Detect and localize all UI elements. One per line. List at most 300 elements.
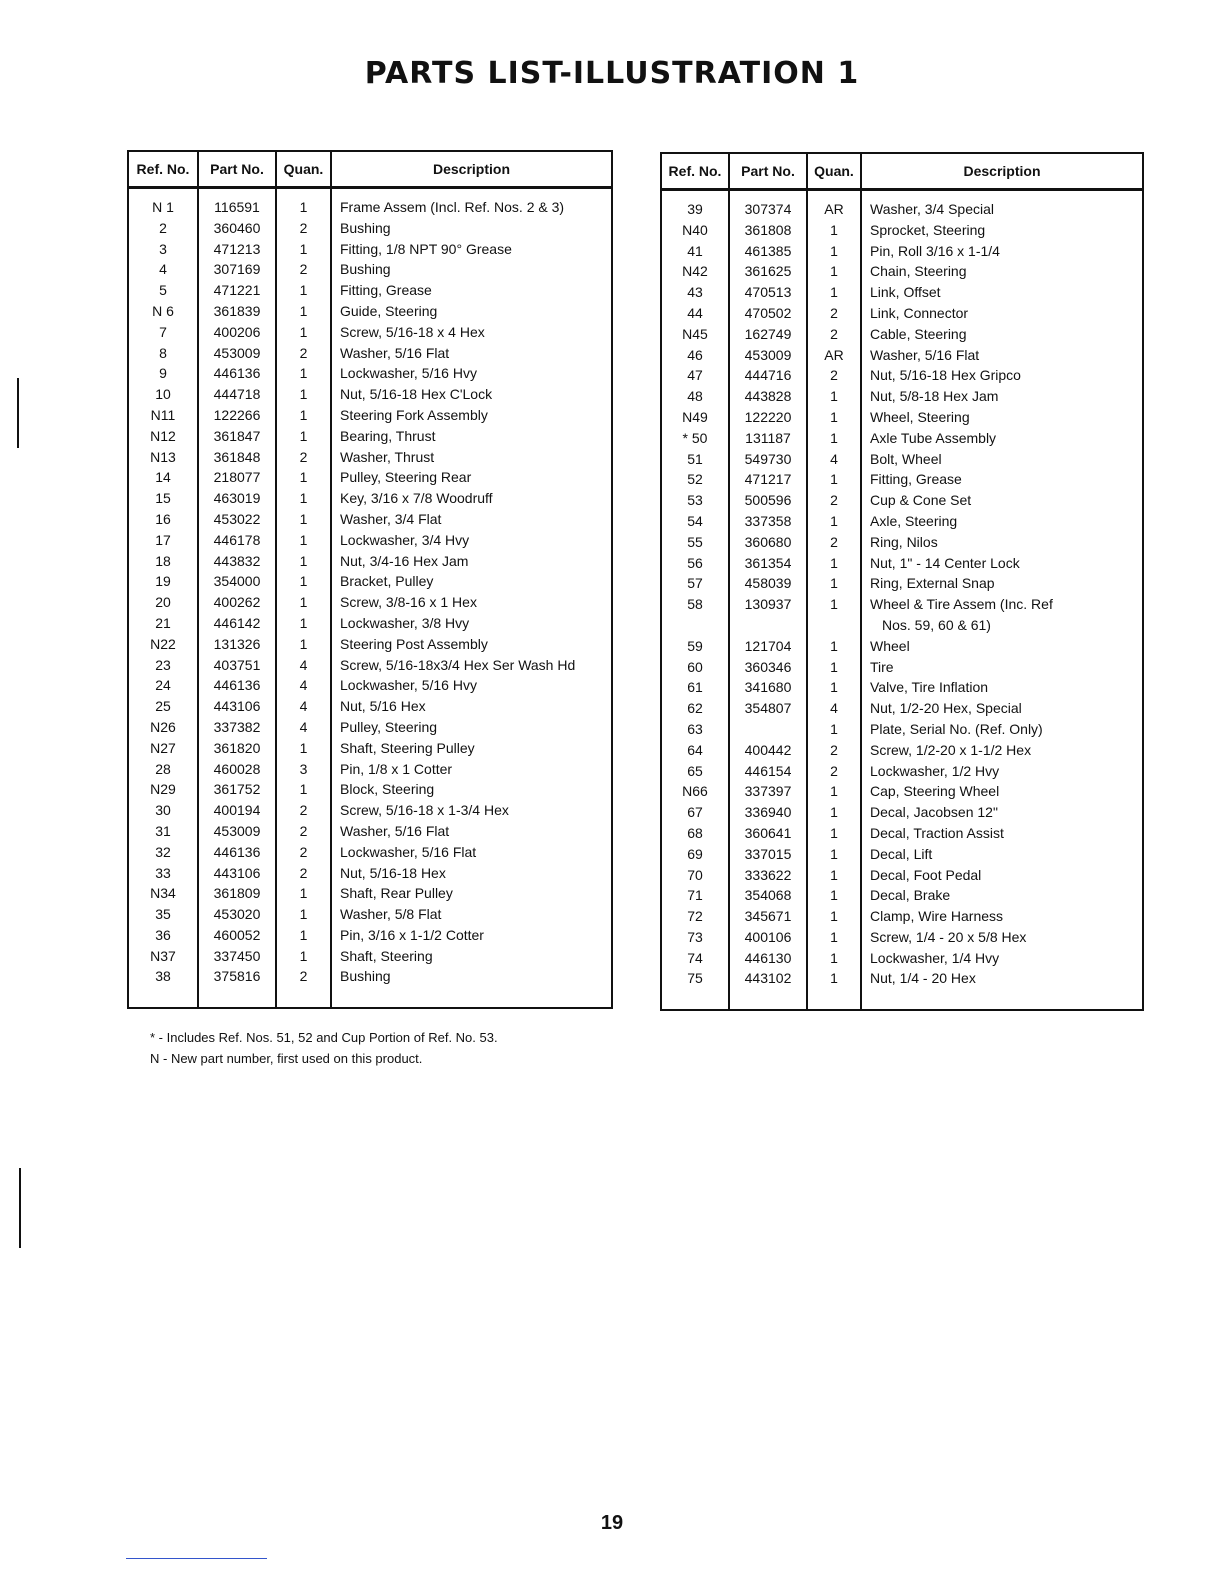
quantity: 1 bbox=[276, 384, 331, 405]
quantity: 2 bbox=[276, 218, 331, 239]
description: Shaft, Steering bbox=[331, 946, 612, 967]
table-row bbox=[661, 823, 1143, 844]
footer-rule bbox=[126, 1558, 267, 1559]
table-row bbox=[128, 696, 612, 717]
table-row bbox=[661, 345, 1143, 366]
quantity: 2 bbox=[276, 447, 331, 468]
table-row bbox=[661, 449, 1143, 470]
part-no: 446130 bbox=[729, 948, 807, 969]
col-header-description: Description bbox=[331, 151, 612, 188]
part-no: 333622 bbox=[729, 865, 807, 886]
quantity: 1 bbox=[807, 407, 861, 428]
parts-table-right bbox=[660, 152, 1144, 1011]
part-no: 336940 bbox=[729, 802, 807, 823]
part-no: 446142 bbox=[198, 613, 276, 634]
description: Pin, 1/8 x 1 Cotter bbox=[331, 759, 612, 780]
quantity: 2 bbox=[807, 490, 861, 511]
quantity: 1 bbox=[276, 779, 331, 800]
table-row bbox=[128, 883, 612, 904]
quantity: 2 bbox=[807, 303, 861, 324]
quantity: 2 bbox=[276, 821, 331, 842]
part-no: 443106 bbox=[198, 863, 276, 884]
table-row bbox=[661, 719, 1143, 740]
quantity: 1 bbox=[807, 948, 861, 969]
table-row bbox=[128, 717, 612, 738]
description: Wheel & Tire Assem (Inc. Ref bbox=[861, 594, 1143, 615]
quantity: 1 bbox=[276, 613, 331, 634]
table-row bbox=[128, 675, 612, 696]
table-row bbox=[128, 426, 612, 447]
part-no: 121704 bbox=[729, 636, 807, 657]
part-no: 361808 bbox=[729, 220, 807, 241]
table-row bbox=[128, 592, 612, 613]
part-no: 471217 bbox=[729, 469, 807, 490]
description: Nut, 5/16-18 Hex C'Lock bbox=[331, 384, 612, 405]
description: Axle Tube Assembly bbox=[861, 428, 1143, 449]
ref-no: 19 bbox=[128, 571, 198, 592]
quantity: 1 bbox=[276, 488, 331, 509]
part-no: 337358 bbox=[729, 511, 807, 532]
part-no: 400442 bbox=[729, 740, 807, 761]
ref-no: 2 bbox=[128, 218, 198, 239]
ref-no: 62 bbox=[661, 698, 729, 719]
description: Lockwasher, 5/16 Flat bbox=[331, 842, 612, 863]
quantity: 2 bbox=[276, 863, 331, 884]
table-row bbox=[661, 844, 1143, 865]
ref-no: 21 bbox=[128, 613, 198, 634]
table-row bbox=[661, 594, 1143, 615]
table-row bbox=[661, 220, 1143, 241]
part-no: 337382 bbox=[198, 717, 276, 738]
description: Decal, Brake bbox=[861, 885, 1143, 906]
ref-no: 25 bbox=[128, 696, 198, 717]
part-no: 131326 bbox=[198, 634, 276, 655]
description: Nos. 59, 60 & 61) bbox=[861, 615, 1143, 636]
table-row bbox=[128, 530, 612, 551]
quantity: 4 bbox=[276, 675, 331, 696]
table-row bbox=[128, 322, 612, 343]
description: Lockwasher, 3/4 Hvy bbox=[331, 530, 612, 551]
ref-no: 48 bbox=[661, 386, 729, 407]
table-spacer-row bbox=[128, 188, 612, 198]
table-row bbox=[661, 802, 1143, 823]
quantity: 1 bbox=[276, 363, 331, 384]
ref-no: N66 bbox=[661, 781, 729, 802]
page-number: 19 bbox=[600, 1512, 624, 1534]
quantity: 1 bbox=[276, 634, 331, 655]
ref-no: 10 bbox=[128, 384, 198, 405]
table-row bbox=[661, 968, 1143, 989]
part-no: 446136 bbox=[198, 842, 276, 863]
description: Screw, 1/4 - 20 x 5/8 Hex bbox=[861, 927, 1143, 948]
description: Nut, 3/4-16 Hex Jam bbox=[331, 551, 612, 572]
table-spacer-row bbox=[661, 190, 1143, 200]
table-row bbox=[661, 948, 1143, 969]
part-no: 361752 bbox=[198, 779, 276, 800]
table-row bbox=[128, 634, 612, 655]
description: Fitting, 1/8 NPT 90° Grease bbox=[331, 239, 612, 260]
table-row bbox=[661, 428, 1143, 449]
table-row bbox=[128, 571, 612, 592]
quantity: 1 bbox=[807, 386, 861, 407]
quantity: 2 bbox=[807, 324, 861, 345]
quantity: 2 bbox=[276, 966, 331, 987]
part-no: 443828 bbox=[729, 386, 807, 407]
part-no: 337397 bbox=[729, 781, 807, 802]
part-no: 403751 bbox=[198, 655, 276, 676]
quantity: 1 bbox=[807, 968, 861, 989]
part-no: 460028 bbox=[198, 759, 276, 780]
table-row bbox=[661, 407, 1143, 428]
table-row bbox=[661, 324, 1143, 345]
part-no: 470513 bbox=[729, 282, 807, 303]
quantity: 3 bbox=[276, 759, 331, 780]
part-no: 463019 bbox=[198, 488, 276, 509]
description: Decal, Foot Pedal bbox=[861, 865, 1143, 886]
description: Wheel bbox=[861, 636, 1143, 657]
table-row bbox=[128, 447, 612, 468]
description: Washer, Thrust bbox=[331, 447, 612, 468]
part-no: 337015 bbox=[729, 844, 807, 865]
footnote-asterisk: * - Includes Ref. Nos. 51, 52 and Cup Portion of Ref. No. 53. bbox=[150, 1030, 498, 1045]
part-no: 453009 bbox=[198, 343, 276, 364]
table-row bbox=[128, 779, 612, 800]
part-no: 400262 bbox=[198, 592, 276, 613]
description: Washer, 5/16 Flat bbox=[861, 345, 1143, 366]
ref-no: 24 bbox=[128, 675, 198, 696]
quantity: 1 bbox=[807, 241, 861, 262]
part-no: 162749 bbox=[729, 324, 807, 345]
description: Pin, Roll 3/16 x 1-1/4 bbox=[861, 241, 1143, 262]
table-row bbox=[661, 386, 1143, 407]
description: Screw, 5/16-18 x 4 Hex bbox=[331, 322, 612, 343]
part-no: 470502 bbox=[729, 303, 807, 324]
quantity: 1 bbox=[807, 677, 861, 698]
description: Plate, Serial No. (Ref. Only) bbox=[861, 719, 1143, 740]
ref-no: 68 bbox=[661, 823, 729, 844]
ref-no: 23 bbox=[128, 655, 198, 676]
part-no: 453009 bbox=[198, 821, 276, 842]
quantity: 1 bbox=[807, 469, 861, 490]
description: Tire bbox=[861, 657, 1143, 678]
page-title: PARTS LIST-ILLUSTRATION 1 bbox=[364, 56, 860, 91]
quantity: 1 bbox=[807, 553, 861, 574]
part-no: 443102 bbox=[729, 968, 807, 989]
description: Lockwasher, 1/4 Hvy bbox=[861, 948, 1143, 969]
table-row bbox=[128, 405, 612, 426]
part-no: 461385 bbox=[729, 241, 807, 262]
description: Fitting, Grease bbox=[331, 280, 612, 301]
ref-no: 69 bbox=[661, 844, 729, 865]
quantity: 1 bbox=[276, 301, 331, 322]
ref-no: 58 bbox=[661, 594, 729, 615]
description: Clamp, Wire Harness bbox=[861, 906, 1143, 927]
table-row bbox=[661, 698, 1143, 719]
ref-no: 30 bbox=[128, 800, 198, 821]
part-no: 361839 bbox=[198, 301, 276, 322]
quantity: 1 bbox=[276, 925, 331, 946]
table-row bbox=[128, 759, 612, 780]
part-no: 446136 bbox=[198, 363, 276, 384]
ref-no: 51 bbox=[661, 449, 729, 470]
description: Nut, 5/16-18 Hex Gripco bbox=[861, 365, 1143, 386]
part-no: 130937 bbox=[729, 594, 807, 615]
ref-no: * 50 bbox=[661, 428, 729, 449]
table-row bbox=[661, 532, 1143, 553]
quantity: 1 bbox=[807, 844, 861, 865]
part-no: 453020 bbox=[198, 904, 276, 925]
quantity: 1 bbox=[276, 509, 331, 530]
part-no: 131187 bbox=[729, 428, 807, 449]
quantity: 1 bbox=[276, 280, 331, 301]
ref-no: 70 bbox=[661, 865, 729, 886]
ref-no: 33 bbox=[128, 863, 198, 884]
quantity: 1 bbox=[807, 220, 861, 241]
quantity: 1 bbox=[276, 738, 331, 759]
quantity: 1 bbox=[807, 802, 861, 823]
ref-no: N11 bbox=[128, 405, 198, 426]
quantity: 2 bbox=[276, 842, 331, 863]
description: Shaft, Steering Pulley bbox=[331, 738, 612, 759]
quantity: 1 bbox=[807, 823, 861, 844]
ref-no: 67 bbox=[661, 802, 729, 823]
description: Bushing bbox=[331, 218, 612, 239]
ref-no: 57 bbox=[661, 573, 729, 594]
description: Nut, 1" - 14 Center Lock bbox=[861, 553, 1143, 574]
ref-no: 9 bbox=[128, 363, 198, 384]
part-no: 360346 bbox=[729, 657, 807, 678]
part-no: 360460 bbox=[198, 218, 276, 239]
ref-no: N49 bbox=[661, 407, 729, 428]
part-no: 361820 bbox=[198, 738, 276, 759]
ref-no: 74 bbox=[661, 948, 729, 969]
col-header-quan: Quan. bbox=[807, 153, 861, 190]
ref-no: N40 bbox=[661, 220, 729, 241]
part-no: 446154 bbox=[729, 761, 807, 782]
table-row bbox=[661, 511, 1143, 532]
ref-no: 43 bbox=[661, 282, 729, 303]
table-row bbox=[661, 490, 1143, 511]
table-row bbox=[128, 946, 612, 967]
description: Frame Assem (Incl. Ref. Nos. 2 & 3) bbox=[331, 197, 612, 218]
description: Cable, Steering bbox=[861, 324, 1143, 345]
table-row bbox=[128, 239, 612, 260]
part-no bbox=[729, 719, 807, 740]
part-no: 337450 bbox=[198, 946, 276, 967]
ref-no: 4 bbox=[128, 259, 198, 280]
description: Key, 3/16 x 7/8 Woodruff bbox=[331, 488, 612, 509]
description: Nut, 5/8-18 Hex Jam bbox=[861, 386, 1143, 407]
description: Washer, 5/16 Flat bbox=[331, 821, 612, 842]
description: Link, Offset bbox=[861, 282, 1143, 303]
ref-no: 15 bbox=[128, 488, 198, 509]
table-row bbox=[128, 925, 612, 946]
quantity: 1 bbox=[276, 467, 331, 488]
table-row bbox=[661, 199, 1143, 220]
quantity: 2 bbox=[807, 761, 861, 782]
quantity: 1 bbox=[276, 883, 331, 904]
description: Pulley, Steering bbox=[331, 717, 612, 738]
table-row bbox=[128, 363, 612, 384]
quantity: 1 bbox=[276, 946, 331, 967]
table-row bbox=[128, 966, 612, 987]
description: Lockwasher, 5/16 Hvy bbox=[331, 675, 612, 696]
part-no: 453009 bbox=[729, 345, 807, 366]
part-no: 444718 bbox=[198, 384, 276, 405]
description: Washer, 5/16 Flat bbox=[331, 343, 612, 364]
ref-no: 54 bbox=[661, 511, 729, 532]
description: Axle, Steering bbox=[861, 511, 1143, 532]
description: Screw, 1/2-20 x 1-1/2 Hex bbox=[861, 740, 1143, 761]
footnote-new-part: N - New part number, first used on this product. bbox=[150, 1051, 423, 1066]
table-spacer-row bbox=[128, 987, 612, 1008]
ref-no: 20 bbox=[128, 592, 198, 613]
quantity: 1 bbox=[276, 426, 331, 447]
description: Fitting, Grease bbox=[861, 469, 1143, 490]
quantity: 2 bbox=[276, 800, 331, 821]
quantity: 1 bbox=[807, 927, 861, 948]
description: Nut, 1/4 - 20 Hex bbox=[861, 968, 1143, 989]
ref-no bbox=[661, 615, 729, 636]
description: Pin, 3/16 x 1-1/2 Cotter bbox=[331, 925, 612, 946]
quantity: 4 bbox=[276, 696, 331, 717]
ref-no: N42 bbox=[661, 261, 729, 282]
part-no: 361625 bbox=[729, 261, 807, 282]
ref-no: 46 bbox=[661, 345, 729, 366]
table-row bbox=[128, 384, 612, 405]
part-no: 400194 bbox=[198, 800, 276, 821]
footnotes bbox=[150, 1027, 498, 1069]
table-row bbox=[128, 842, 612, 863]
part-no: 444716 bbox=[729, 365, 807, 386]
table-row bbox=[661, 241, 1143, 262]
ref-no: N34 bbox=[128, 883, 198, 904]
table-row bbox=[661, 657, 1143, 678]
ref-no: 64 bbox=[661, 740, 729, 761]
quantity: AR bbox=[807, 345, 861, 366]
scan-margin-mark bbox=[19, 1168, 21, 1248]
part-no: 375816 bbox=[198, 966, 276, 987]
part-no: 354000 bbox=[198, 571, 276, 592]
quantity: 1 bbox=[276, 197, 331, 218]
quantity: 1 bbox=[807, 261, 861, 282]
quantity: 4 bbox=[807, 698, 861, 719]
quantity: 1 bbox=[807, 719, 861, 740]
quantity: 1 bbox=[276, 904, 331, 925]
description: Chain, Steering bbox=[861, 261, 1143, 282]
ref-no: N27 bbox=[128, 738, 198, 759]
table-row bbox=[661, 906, 1143, 927]
description: Valve, Tire Inflation bbox=[861, 677, 1143, 698]
description: Steering Fork Assembly bbox=[331, 405, 612, 426]
ref-no: N45 bbox=[661, 324, 729, 345]
ref-no: 44 bbox=[661, 303, 729, 324]
quantity: 1 bbox=[807, 573, 861, 594]
table-row bbox=[661, 365, 1143, 386]
table-row bbox=[661, 865, 1143, 886]
description: Nut, 1/2-20 Hex, Special bbox=[861, 698, 1143, 719]
description: Washer, 3/4 Flat bbox=[331, 509, 612, 530]
ref-no: N29 bbox=[128, 779, 198, 800]
description: Lockwasher, 5/16 Hvy bbox=[331, 363, 612, 384]
description: Shaft, Rear Pulley bbox=[331, 883, 612, 904]
description: Nut, 5/16-18 Hex bbox=[331, 863, 612, 884]
ref-no: N12 bbox=[128, 426, 198, 447]
table-row bbox=[661, 282, 1143, 303]
part-no: 218077 bbox=[198, 467, 276, 488]
ref-no: 52 bbox=[661, 469, 729, 490]
col-header-quan: Quan. bbox=[276, 151, 331, 188]
part-no: 400106 bbox=[729, 927, 807, 948]
quantity: 2 bbox=[276, 343, 331, 364]
part-no: 446178 bbox=[198, 530, 276, 551]
table-row bbox=[661, 553, 1143, 574]
table-row bbox=[661, 677, 1143, 698]
quantity: 1 bbox=[807, 511, 861, 532]
ref-no: 71 bbox=[661, 885, 729, 906]
ref-no: 63 bbox=[661, 719, 729, 740]
description: Wheel, Steering bbox=[861, 407, 1143, 428]
ref-no: N13 bbox=[128, 447, 198, 468]
description: Ring, Nilos bbox=[861, 532, 1143, 553]
col-header-ref: Ref. No. bbox=[128, 151, 198, 188]
quantity: 1 bbox=[807, 594, 861, 615]
part-no: 453022 bbox=[198, 509, 276, 530]
part-no: 361809 bbox=[198, 883, 276, 904]
ref-no: 73 bbox=[661, 927, 729, 948]
part-no: 471213 bbox=[198, 239, 276, 260]
table-row bbox=[128, 301, 612, 322]
quantity: 2 bbox=[807, 532, 861, 553]
part-no: 361354 bbox=[729, 553, 807, 574]
ref-no: N 1 bbox=[128, 197, 198, 218]
quantity: 2 bbox=[807, 365, 861, 386]
parts-table-left bbox=[127, 150, 613, 1009]
part-no: 341680 bbox=[729, 677, 807, 698]
part-no: 122266 bbox=[198, 405, 276, 426]
description: Nut, 5/16 Hex bbox=[331, 696, 612, 717]
ref-no: 56 bbox=[661, 553, 729, 574]
quantity: 1 bbox=[807, 865, 861, 886]
description: Guide, Steering bbox=[331, 301, 612, 322]
table-row bbox=[661, 781, 1143, 802]
ref-no: 32 bbox=[128, 842, 198, 863]
part-no: 122220 bbox=[729, 407, 807, 428]
table-row bbox=[128, 800, 612, 821]
part-no: 354068 bbox=[729, 885, 807, 906]
quantity: 1 bbox=[276, 571, 331, 592]
ref-no: 39 bbox=[661, 199, 729, 220]
table-row bbox=[128, 259, 612, 280]
description: Bushing bbox=[331, 259, 612, 280]
part-no: 460052 bbox=[198, 925, 276, 946]
part-no: 360641 bbox=[729, 823, 807, 844]
ref-no: 35 bbox=[128, 904, 198, 925]
description: Sprocket, Steering bbox=[861, 220, 1143, 241]
ref-no: 36 bbox=[128, 925, 198, 946]
description: Pulley, Steering Rear bbox=[331, 467, 612, 488]
part-no bbox=[729, 615, 807, 636]
table-row bbox=[661, 469, 1143, 490]
quantity: 4 bbox=[276, 717, 331, 738]
table-row bbox=[661, 740, 1143, 761]
quantity bbox=[807, 615, 861, 636]
ref-no: 61 bbox=[661, 677, 729, 698]
ref-no: 14 bbox=[128, 467, 198, 488]
ref-no: 18 bbox=[128, 551, 198, 572]
table-row bbox=[128, 613, 612, 634]
col-header-description: Description bbox=[861, 153, 1143, 190]
